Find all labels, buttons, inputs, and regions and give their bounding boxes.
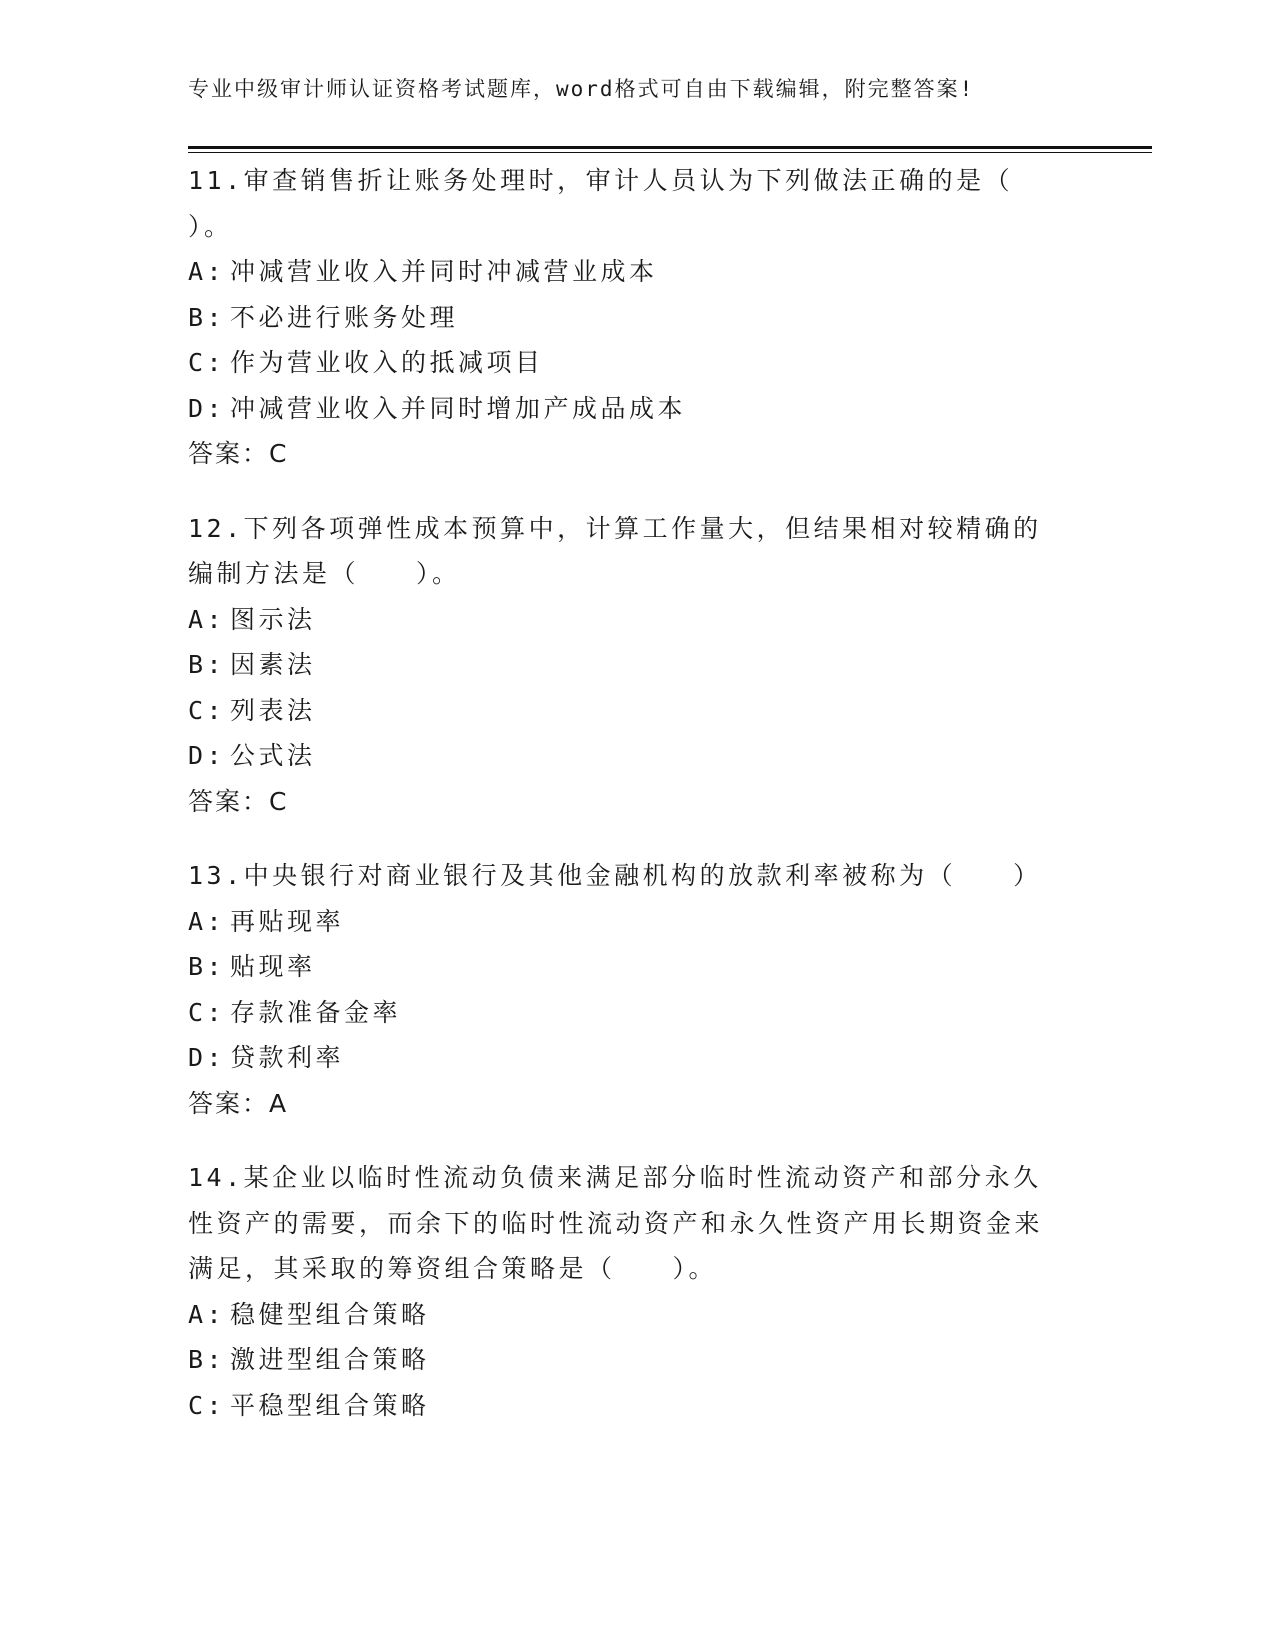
option-text: 公式法 bbox=[230, 741, 316, 770]
option-b bbox=[188, 642, 1088, 688]
option-letter: B: bbox=[188, 1345, 226, 1374]
answer-line: 答案：A bbox=[188, 1088, 289, 1118]
option-letter: C: bbox=[188, 695, 226, 725]
option-a bbox=[188, 1292, 1088, 1338]
option-a bbox=[188, 899, 1088, 945]
option-text: 图示法 bbox=[230, 604, 316, 634]
option-text: 稳健型组合策略 bbox=[230, 1299, 430, 1329]
option-letter: D: bbox=[188, 741, 226, 770]
option-text: 贴现率 bbox=[230, 952, 316, 981]
question-stem: 12.下列各项弹性成本预算中，计算工作量大，但结果相对较精确的编制方法是（ ）。 bbox=[188, 513, 1042, 588]
option-a bbox=[188, 597, 1088, 643]
question-11 bbox=[188, 158, 1088, 477]
option-d bbox=[188, 733, 1088, 779]
option-b bbox=[188, 944, 1088, 990]
option-letter: C: bbox=[188, 348, 226, 377]
option-letter: B: bbox=[188, 302, 226, 332]
answer-line: 答案：C bbox=[188, 439, 289, 468]
header-divider-thick bbox=[188, 146, 1152, 149]
page-header: 专业中级审计师认证资格考试题库，word格式可自由下载编辑，附完整答案! bbox=[188, 77, 975, 101]
option-letter: C: bbox=[188, 997, 226, 1027]
option-letter: A: bbox=[188, 1299, 226, 1329]
option-c bbox=[188, 990, 1088, 1036]
option-c bbox=[188, 1383, 1088, 1429]
question-stem: 11.审查销售折让账务处理时，审计人员认为下列做法正确的是（ ）。 bbox=[188, 166, 1071, 241]
option-c bbox=[188, 688, 1088, 734]
question-stem: 13.中央银行对商业银行及其他金融机构的放款利率被称为（ ） bbox=[188, 861, 1042, 890]
option-b bbox=[188, 1337, 1088, 1383]
option-letter: B: bbox=[188, 650, 226, 679]
option-text: 列表法 bbox=[230, 695, 316, 725]
option-b bbox=[188, 295, 1088, 341]
option-d bbox=[188, 386, 1088, 432]
option-letter: A: bbox=[188, 257, 226, 286]
option-text: 不必进行账务处理 bbox=[230, 302, 459, 332]
option-text: 因素法 bbox=[230, 650, 316, 679]
question-14 bbox=[188, 1155, 1088, 1428]
option-text: 存款准备金率 bbox=[230, 997, 402, 1027]
answer-line: 答案：C bbox=[188, 786, 289, 816]
question-13 bbox=[188, 853, 1088, 1126]
option-letter: D: bbox=[188, 393, 226, 423]
option-text: 平稳型组合策略 bbox=[230, 1390, 430, 1420]
question-list bbox=[188, 158, 1088, 1457]
option-c bbox=[188, 340, 1088, 386]
option-letter: D: bbox=[188, 1043, 226, 1072]
option-letter: A: bbox=[188, 604, 226, 634]
option-text: 冲减营业收入并同时冲减营业成本 bbox=[230, 257, 658, 286]
option-text: 贷款利率 bbox=[230, 1043, 345, 1072]
option-letter: C: bbox=[188, 1390, 226, 1420]
option-letter: A: bbox=[188, 906, 226, 936]
option-a bbox=[188, 249, 1088, 295]
question-12 bbox=[188, 506, 1088, 825]
option-letter: B: bbox=[188, 952, 226, 981]
option-text: 作为营业收入的抵减项目 bbox=[230, 348, 544, 377]
option-text: 激进型组合策略 bbox=[230, 1345, 430, 1374]
header-divider-thin bbox=[188, 152, 1152, 153]
option-d bbox=[188, 1035, 1088, 1081]
option-text: 冲减营业收入并同时增加产成品成本 bbox=[230, 393, 687, 423]
question-stem: 14.某企业以临时性流动负债来满足部分临时性流动资产和部分永久性资产的需要，而余下的临时性流动资产和永久性资产用长期资金来满足，其采取的筹资组合策略是（ ）。 bbox=[188, 1163, 1044, 1283]
option-text: 再贴现率 bbox=[230, 906, 345, 936]
